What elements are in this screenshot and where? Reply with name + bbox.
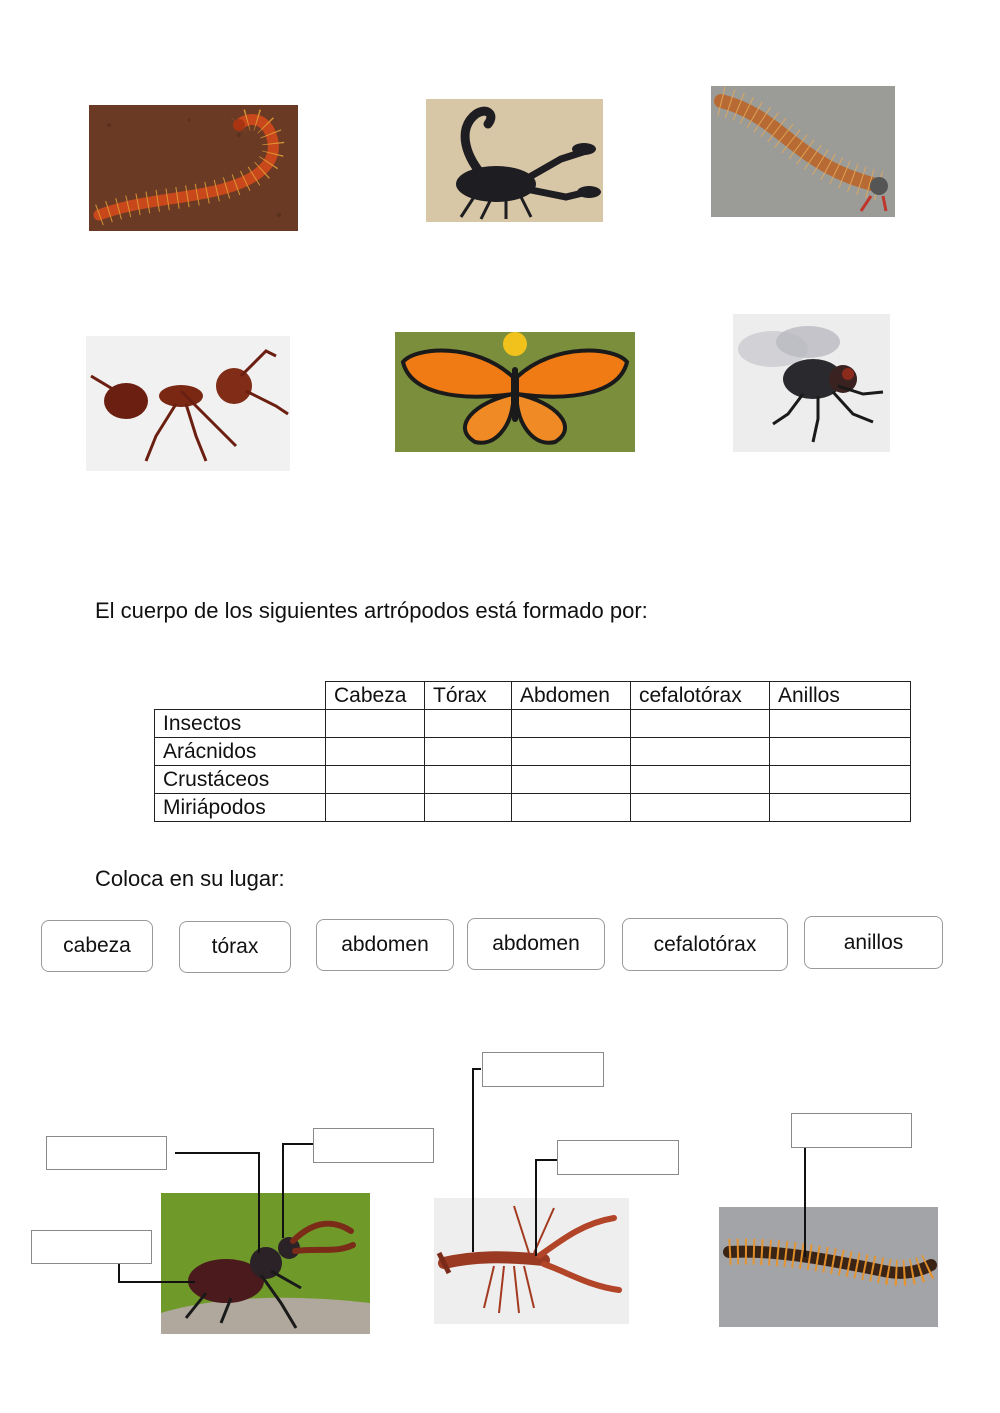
centipede-illustration — [719, 1207, 938, 1327]
table-header: cefalotórax — [631, 682, 770, 710]
ant-photo — [86, 336, 290, 471]
row-label: Arácnidos — [155, 738, 326, 766]
row-label: Crustáceos — [155, 766, 326, 794]
chip-abdomen-1[interactable]: abdomen — [316, 919, 454, 971]
table-header: Abdomen — [512, 682, 631, 710]
table-cell[interactable] — [425, 766, 512, 794]
table-cell[interactable] — [631, 766, 770, 794]
body-parts-table — [154, 681, 911, 822]
table-header: Anillos — [770, 682, 911, 710]
table-cell[interactable] — [326, 766, 425, 794]
centipede-illustration — [89, 105, 298, 231]
table-cell[interactable] — [770, 710, 911, 738]
centipede-photo-2 — [711, 86, 895, 217]
table-cell[interactable] — [631, 710, 770, 738]
drop-box-crayfish-mid[interactable] — [557, 1140, 679, 1175]
chip-abdomen-2[interactable]: abdomen — [467, 918, 605, 970]
butterfly-illustration — [395, 332, 635, 452]
table-cell[interactable] — [512, 794, 631, 822]
chip-anillos[interactable]: anillos — [804, 916, 943, 969]
table-cell[interactable] — [512, 710, 631, 738]
table-cell[interactable] — [425, 710, 512, 738]
row-label: Miriápodos — [155, 794, 326, 822]
crayfish-photo — [434, 1198, 629, 1324]
centipede-photo-3 — [719, 1207, 938, 1327]
drop-box-beetle-right[interactable] — [313, 1128, 434, 1163]
ant-illustration — [86, 336, 290, 471]
centipede-illustration — [711, 86, 895, 217]
chip-cabeza[interactable]: cabeza — [41, 920, 153, 972]
scorpion-photo — [426, 99, 603, 222]
crayfish-illustration — [434, 1198, 629, 1324]
intro-text: El cuerpo de los siguientes artrópodos está formado por: — [95, 598, 648, 623]
table-cell[interactable] — [425, 794, 512, 822]
table-cell[interactable] — [425, 738, 512, 766]
table-cell[interactable] — [631, 738, 770, 766]
table-cell[interactable] — [512, 766, 631, 794]
butterfly-photo — [395, 332, 635, 452]
table-cell[interactable] — [770, 766, 911, 794]
table-row — [155, 710, 911, 738]
fly-photo — [733, 314, 890, 452]
table-header: Cabeza — [326, 682, 425, 710]
table-cell[interactable] — [326, 738, 425, 766]
table-row — [155, 738, 911, 766]
table-row — [155, 794, 911, 822]
chip-torax[interactable]: tórax — [179, 921, 291, 973]
table-cell[interactable] — [512, 738, 631, 766]
drop-box-crayfish-top[interactable] — [482, 1052, 604, 1087]
centipede-photo-1 — [89, 105, 298, 231]
scorpion-illustration — [426, 99, 603, 222]
table-header-row — [155, 682, 911, 710]
table-cell[interactable] — [326, 710, 425, 738]
table-cell[interactable] — [631, 794, 770, 822]
chip-cefalotorax[interactable]: cefalotórax — [622, 918, 788, 971]
drop-box-centipede[interactable] — [791, 1113, 912, 1148]
place-instruction: Coloca en su lugar: — [95, 866, 285, 891]
stag-beetle-illustration — [161, 1193, 370, 1334]
table-row — [155, 766, 911, 794]
stag-beetle-photo — [161, 1193, 370, 1334]
table-corner — [155, 682, 326, 710]
drop-box-beetle-lower[interactable] — [31, 1230, 152, 1264]
fly-illustration — [733, 314, 890, 452]
table-cell[interactable] — [770, 738, 911, 766]
table-cell[interactable] — [770, 794, 911, 822]
table-header: Tórax — [425, 682, 512, 710]
table-cell[interactable] — [326, 794, 425, 822]
row-label: Insectos — [155, 710, 326, 738]
drop-box-beetle-left[interactable] — [46, 1136, 167, 1170]
